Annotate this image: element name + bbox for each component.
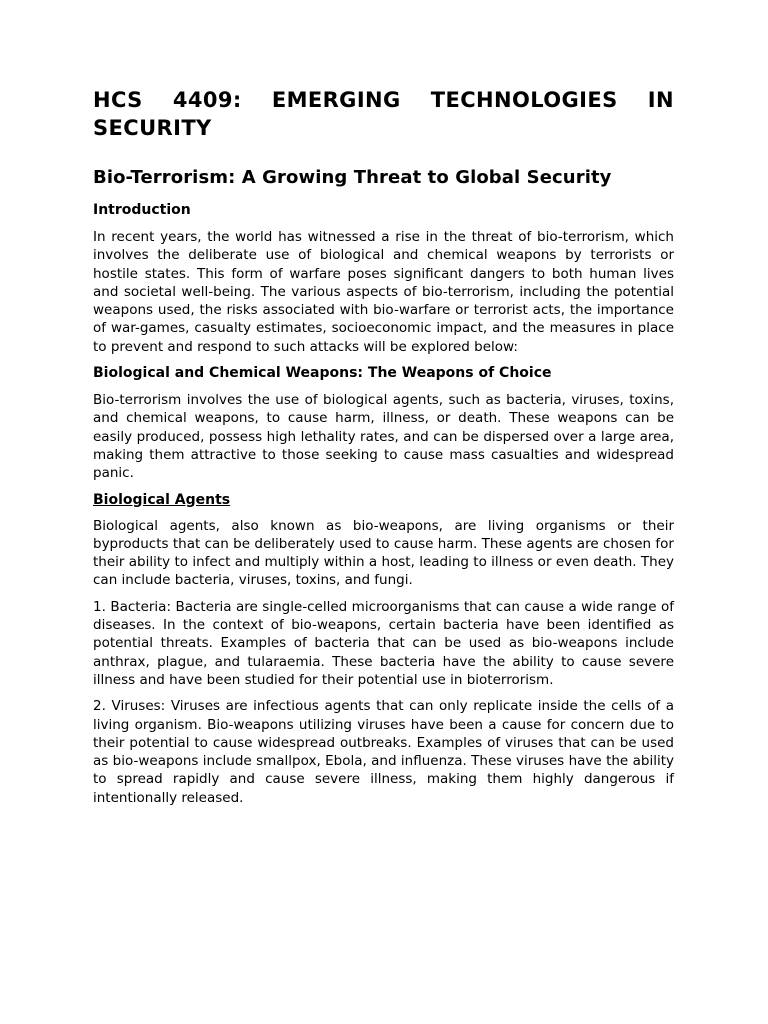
introduction-paragraph: In recent years, the world has witnessed a rise in the threat of bio-terrorism, which involves the deliberate use of biological and chemical weapons by terrorists or hostile states. This form of warfare poses significant dangers to both human lives and societal well-being. The various aspects of bio-terrorism, including the potential weapons used, the risks associated with bio-warfare or terrorist acts, the importance of war-games, casualty estimates, socioeconomic impact, and the measures in place to prevent and respond to such attacks will be explored below:	[93, 229, 674, 355]
document-title: Bio-Terrorism: A Growing Threat to Global Security	[93, 167, 612, 188]
weapons-section-paragraph: Bio-terrorism involves the use of biological agents, such as bacteria, viruses, toxins, and chemical weapons, to cause harm, illness, or death. These weapons can be easily produced, possess high lethality rates, and can be dispersed over a large area, making them attractive to those seeking to cause mass casualties and widespread panic.	[93, 392, 674, 482]
biological-agents-heading: Biological Agents	[93, 491, 231, 508]
document-page	[93, 86, 674, 815]
list-item-bacteria: 1. Bacteria: Bacteria are single-celled microorganisms that can cause a wide range of diseases. In the context of bio-weapons, certain bacteria have been identified as potential threats. Examples of bacteria that can be used as bio-weapons include anthrax, plague, and tularaemia. These bacteria have the ability to cause severe illness and have been studied for their potential use in bioterrorism.	[93, 598, 674, 688]
introduction-heading: Introduction	[93, 202, 191, 218]
weapons-section-heading: Biological and Chemical Weapons: The Weapons of Choice	[93, 365, 552, 382]
biological-agents-paragraph: Biological agents, also known as bio-weapons, are living organisms or their byproducts that can be deliberately used to cause harm. These agents are chosen for their ability to infect and multiply within a host, leading to illness or even death. They can include bacteria, viruses, toxins, and fungi.	[93, 517, 674, 589]
list-item-viruses: 2. Viruses: Viruses are infectious agents that can only replicate inside the cells of a living organism. Bio-weapons utilizing viruses have been a cause for concern due to their potential to cause widespread outbreaks. Examples of viruses that can be used as bio-weapons include smallpox, Ebola, and influenza. These viruses have the ability to spread rapidly and cause severe illness, making them highly dangerous if intentionally released.	[93, 698, 674, 806]
course-title: HCS 4409: EMERGING TECHNOLOGIES IN SECURITY	[93, 88, 674, 140]
